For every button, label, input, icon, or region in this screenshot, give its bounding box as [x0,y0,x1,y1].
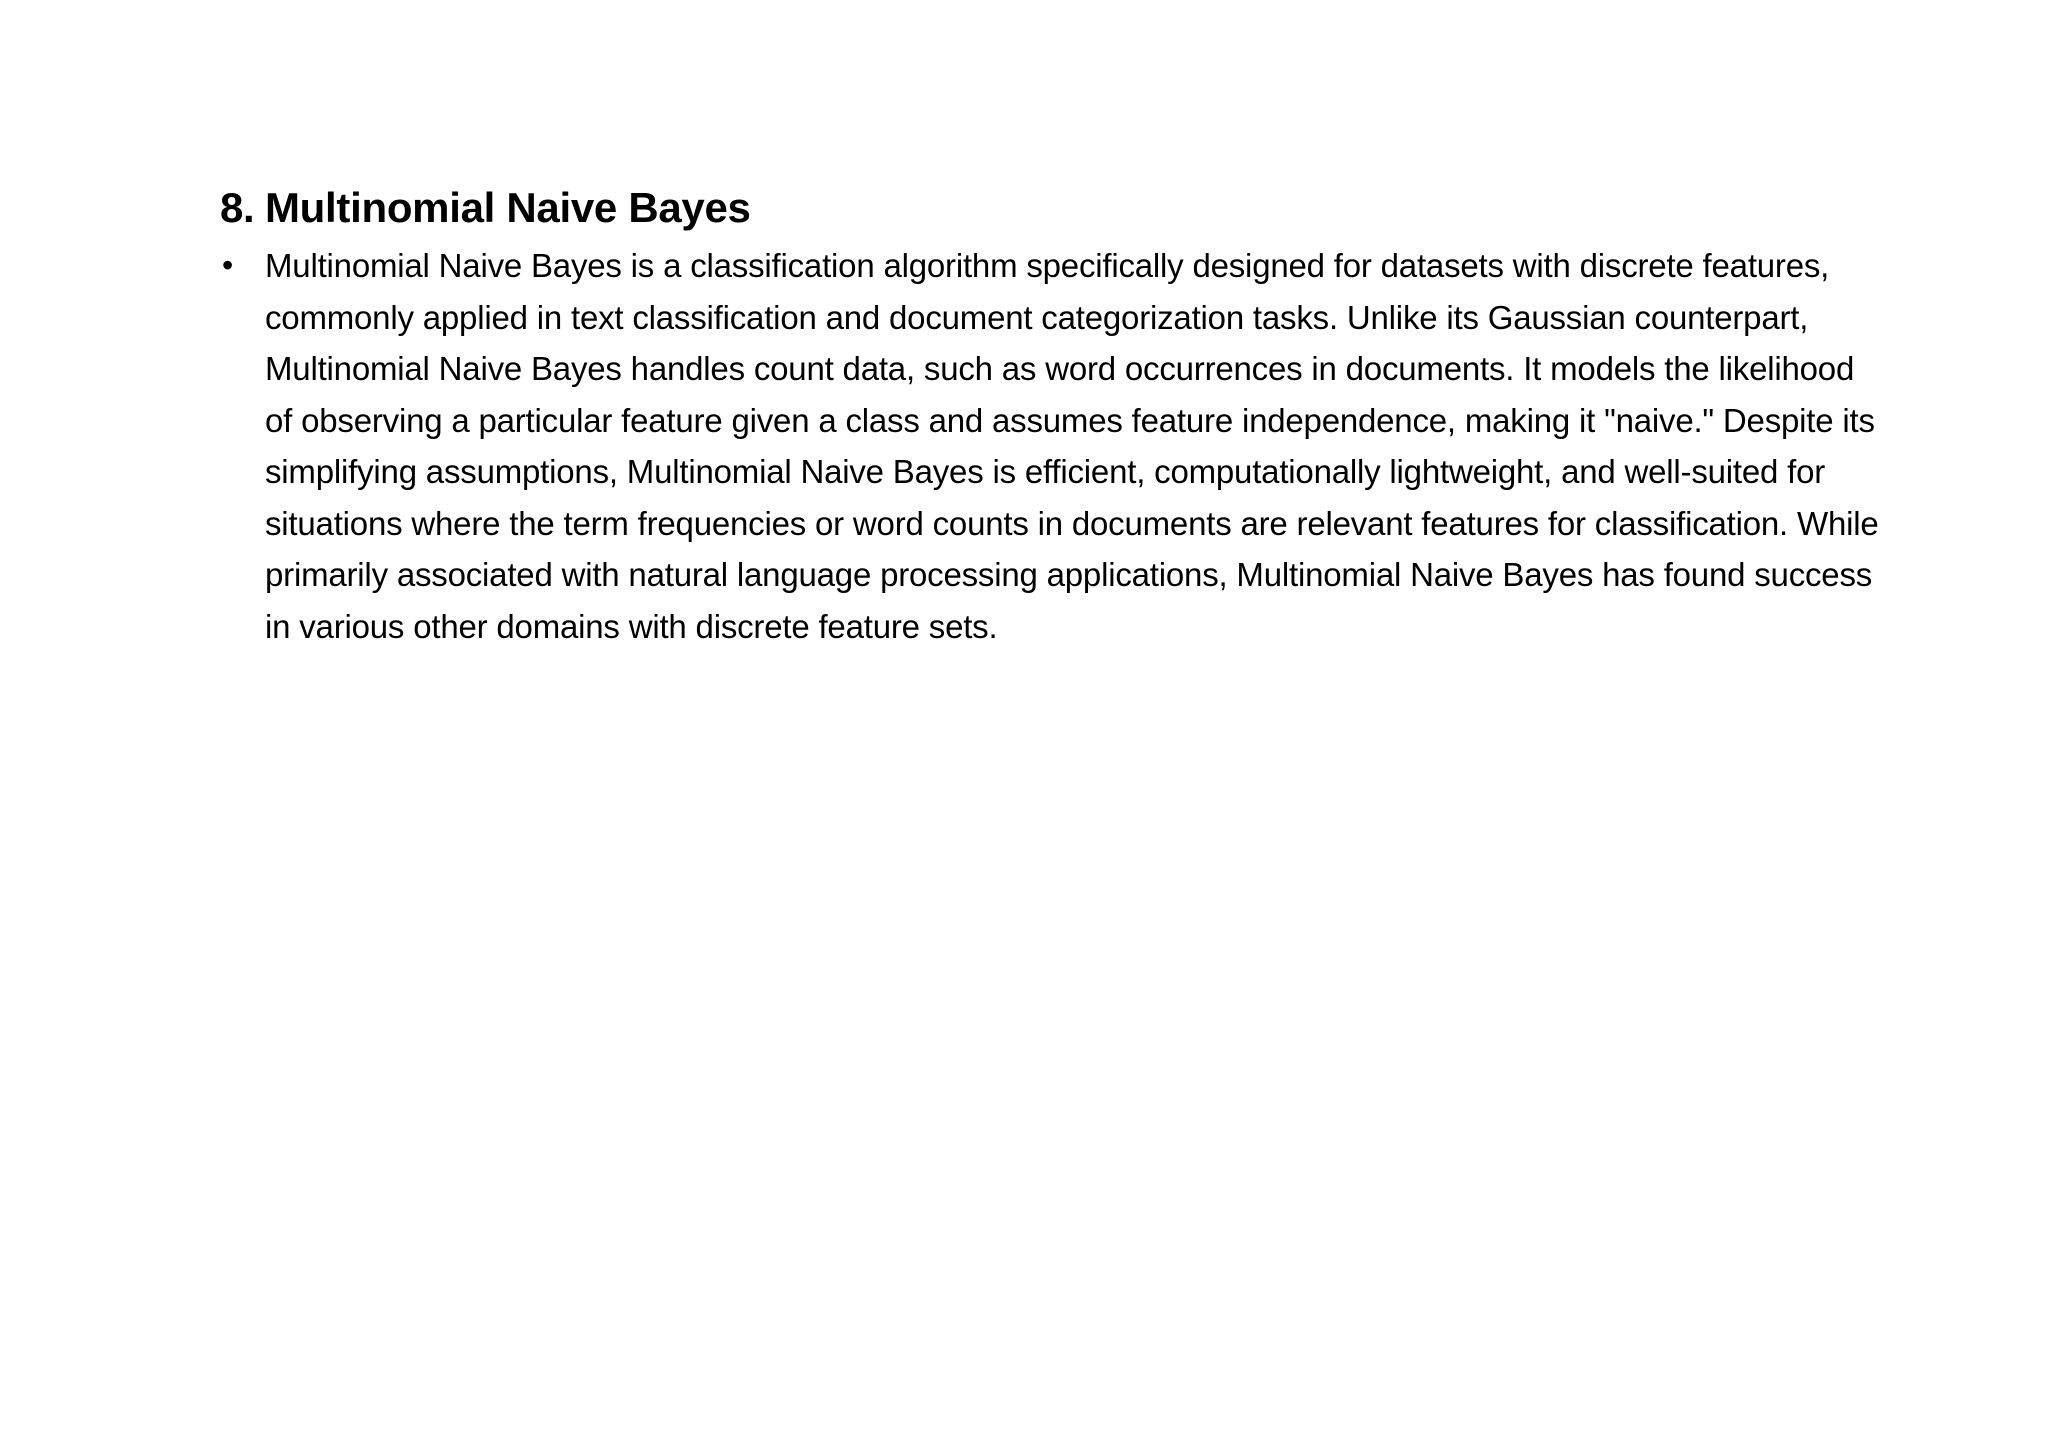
bullet-icon: • [222,247,234,283]
section-heading [220,178,1880,238]
body-paragraph: Multinomial Naive Bayes is a classification algorithm specifically designed for datasets with discrete features, commonly applied in text classification and document categorization tasks. Unlike its Gaussian counterpart, Multinomial Naive Bayes handles count data, such as word occurrences in documents. It models the likelihood of observing a particular feature given a class and assumes feature independence, making it "naive." Despite its simplifying assumptions, Multinomial Naive Bayes is efficient, computationally lightweight, and well-suited for situations where the term frequencies or word counts in documents are relevant features for classification. While primarily associated with natural language processing applications, Multinomial Naive Bayes has found success in various other domains with discrete feature sets. [265,247,1879,645]
bullet-list-item [220,240,1880,652]
section-multinomial-naive-bayes [220,178,1880,652]
section-title: Multinomial Naive Bayes [265,184,751,231]
section-number: 8. [220,184,255,231]
